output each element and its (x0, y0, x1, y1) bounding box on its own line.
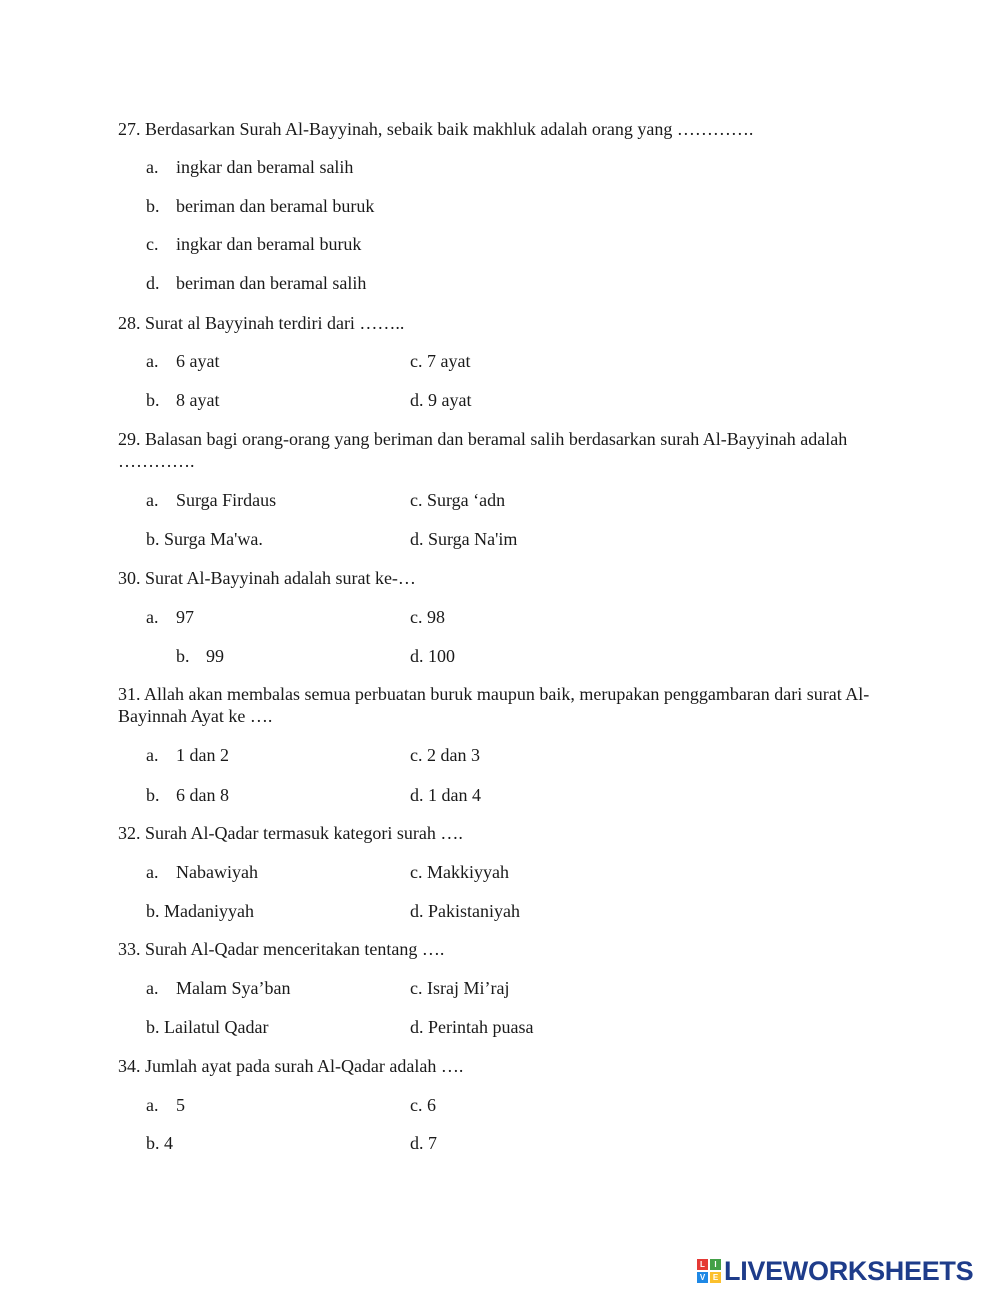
option-letter: a. (146, 978, 159, 998)
option-text: 6 ayat (176, 351, 220, 371)
logo-tile: I (710, 1259, 721, 1270)
option-34a[interactable] (146, 1094, 185, 1116)
option-34d[interactable]: d. 7 (410, 1133, 437, 1153)
option-letter: a. (146, 745, 159, 765)
option-27d[interactable] (146, 272, 366, 294)
option-32c[interactable]: c. Makkiyyah (410, 862, 509, 882)
option-letter: d. (146, 273, 160, 293)
option-letter: a. (146, 351, 159, 371)
option-31b[interactable] (146, 784, 229, 806)
option-text: ingkar dan beramal buruk (176, 234, 362, 254)
option-27a[interactable] (146, 156, 353, 178)
option-27c[interactable] (146, 233, 361, 255)
option-27b[interactable] (146, 195, 374, 217)
option-text: 5 (176, 1095, 185, 1115)
question-31: 31. Allah akan membalas semua perbuatan buruk maupun baik, merupakan penggambaran dari surat Al-Bayinnah Ayat ke …. (118, 684, 870, 726)
question-29: 29. Balasan bagi orang-orang yang beriman dan beramal salih berdasarkan surah Al-Bayyinah adalah …………. (118, 429, 848, 471)
logo-tile: V (697, 1272, 708, 1283)
option-letter: a. (146, 157, 159, 177)
option-33b[interactable]: b. Lailatul Qadar (146, 1017, 269, 1037)
option-text: beriman dan beramal salih (176, 273, 367, 293)
option-letter: a. (146, 862, 159, 882)
question-27: 27. Berdasarkan Surah Al-Bayyinah, sebaik baik makhluk adalah orang yang …………. (118, 119, 754, 139)
option-30d[interactable]: d. 100 (410, 646, 455, 666)
question-34: 34. Jumlah ayat pada surah Al-Qadar adalah …. (118, 1056, 464, 1076)
option-letter: b. (146, 196, 160, 216)
option-letter: a. (146, 607, 159, 627)
option-text: beriman dan beramal buruk (176, 196, 375, 216)
logo-tile: L (697, 1259, 708, 1270)
question-28: 28. Surat al Bayyinah terdiri dari …….. (118, 313, 405, 333)
option-31c[interactable]: c. 2 dan 3 (410, 745, 480, 765)
option-32a[interactable] (146, 861, 258, 883)
option-29a[interactable] (146, 489, 276, 511)
option-text: 8 ayat (176, 390, 220, 410)
option-30c[interactable]: c. 98 (410, 607, 445, 627)
option-31a[interactable] (146, 744, 229, 766)
logo-tile: E (710, 1272, 721, 1283)
logo-text: LIVEWORKSHEETS (724, 1255, 974, 1286)
option-33a[interactable] (146, 977, 290, 999)
option-text: 1 dan 2 (176, 745, 229, 765)
liveworksheets-logo (697, 1255, 974, 1286)
option-text: ingkar dan beramal salih (176, 157, 354, 177)
option-32b[interactable]: b. Madaniyyah (146, 901, 254, 921)
option-text: Malam Sya’ban (176, 978, 291, 998)
liveworksheets-logo-mark-icon (697, 1259, 721, 1283)
option-letter: c. (146, 234, 159, 254)
option-29d[interactable]: d. Surga Na'im (410, 529, 518, 549)
option-letter: b. (176, 646, 190, 666)
question-33: 33. Surah Al-Qadar menceritakan tentang …. (118, 939, 445, 959)
option-text: Nabawiyah (176, 862, 258, 882)
option-letter: a. (146, 1095, 159, 1115)
option-letter: a. (146, 490, 159, 510)
option-28a[interactable] (146, 350, 219, 372)
option-32d[interactable]: d. Pakistaniyah (410, 901, 520, 921)
option-30b[interactable] (176, 645, 224, 667)
option-text: 6 dan 8 (176, 785, 229, 805)
option-letter: b. (146, 785, 160, 805)
option-34c[interactable]: c. 6 (410, 1095, 436, 1115)
question-32: 32. Surah Al-Qadar termasuk kategori surah …. (118, 823, 463, 843)
option-text: 97 (176, 607, 194, 627)
question-30: 30. Surat Al-Bayyinah adalah surat ke-… (118, 568, 416, 588)
option-31d[interactable]: d. 1 dan 4 (410, 785, 481, 805)
option-28b[interactable] (146, 389, 219, 411)
option-29b[interactable]: b. Surga Ma'wa. (146, 529, 263, 549)
option-33c[interactable]: c. Israj Mi’raj (410, 978, 510, 998)
option-29c[interactable]: c. Surga ‘adn (410, 490, 506, 510)
option-28d[interactable]: d. 9 ayat (410, 390, 472, 410)
option-34b[interactable]: b. 4 (146, 1133, 173, 1153)
option-33d[interactable]: d. Perintah puasa (410, 1017, 534, 1037)
option-letter: b. (146, 390, 160, 410)
option-30a[interactable] (146, 606, 194, 628)
option-text: 99 (206, 646, 224, 666)
option-text: Surga Firdaus (176, 490, 277, 510)
option-28c[interactable]: c. 7 ayat (410, 351, 471, 371)
